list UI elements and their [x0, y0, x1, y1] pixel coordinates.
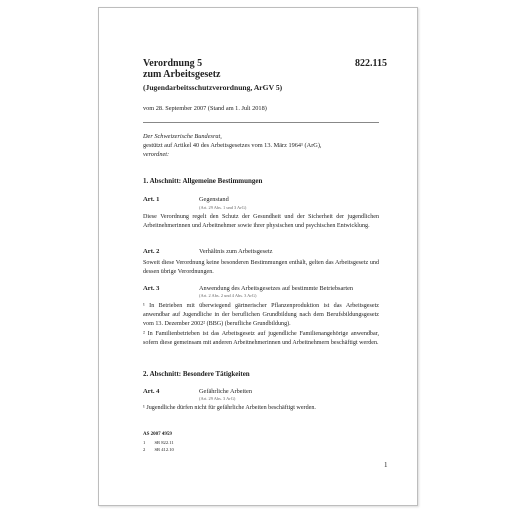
article-ref: (Art. 29 Abs. 1 und 3 ArG) [199, 205, 247, 210]
preamble-basis: gestützt auf Artikel 40 des Arbeitsgesetzes vom 13. März 1964¹ (ArG), [143, 142, 322, 149]
article-title: Gegenstand [199, 196, 229, 203]
footnote [143, 446, 174, 453]
section-heading: 2. Abschnitt: Besondere Tätigkeiten [143, 370, 250, 378]
article-ref: (Art. 29 Abs. 3 ArG) [199, 396, 236, 401]
article-number: Art. 1 [143, 196, 160, 203]
as-reference: AS 2007 4959 [143, 432, 172, 437]
article-number: Art. 3 [143, 285, 160, 292]
article-paragraph: Diese Verordnung regelt den Schutz der Gesundheit und der Sicherheit der jugendlichen Arbeitnehmerinnen und Arbeitnehmer sowie ihrer physischen und psychischen Entwicklung. [143, 214, 379, 229]
article-paragraph: Soweit diese Verordnung keine besonderen Bestimmungen enthält, gelten das Arbeitsgesetz und dessen übrige Verordnungen. [143, 260, 379, 275]
preamble-authority: Der Schweizerische Bundesrat, [143, 133, 222, 140]
article-title: Gefährliche Arbeiten [199, 388, 252, 395]
subtitle: (Jugendarbeitsschutzverordnung, ArGV 5) [143, 83, 283, 92]
sr-number: 822.115 [355, 58, 387, 69]
preamble-verb: verordnet: [143, 151, 170, 158]
footnote-text: SR 822.11 [154, 440, 174, 445]
header-divider [143, 122, 379, 123]
footnote-mark: 2 [143, 447, 146, 452]
article-title: Verhältnis zum Arbeitsgesetz [199, 248, 273, 255]
section-heading: 1. Abschnitt: Allgemeine Bestimmungen [143, 177, 263, 185]
title-line-2: zum Arbeitsgesetz [143, 69, 221, 80]
title-line-1: Verordnung 5 [143, 58, 203, 69]
date-line: vom 28. September 2007 (Stand am 1. Juli 2018) [143, 105, 267, 112]
footnote-text: SR 412.10 [154, 447, 174, 452]
document-page [98, 7, 418, 506]
footnote-mark: 1 [143, 440, 146, 445]
article-paragraph: ¹ Jugendliche dürfen nicht für gefährliche Arbeiten beschäftigt werden. [143, 405, 316, 411]
article-ref: (Art. 2 Abs. 2 und 4 Abs. 3 ArG) [199, 293, 257, 298]
article-number: Art. 4 [143, 388, 160, 395]
article-paragraph: ¹ In Betrieben mit überwiegend gärtnerischer Pflanzenproduktion ist das Arbeitsgesetz anwendbar auf Jugendliche in der beruflichen Grundbildung nach dem Berufsbildungsgesetz vom 13. Dezember 2002² (BBG) (berufliche Grundbildung). [143, 303, 379, 327]
page-number: 1 [384, 461, 388, 469]
footnote [143, 439, 174, 446]
article-paragraph: ² In Familienbetrieben ist das Arbeitsgesetz auf jugendliche Familienangehörige anwendbar, sofern diese gemeinsam mit anderen Arbeitnehmerinnen und Arbeitnehmern beschäftigt werden. [143, 331, 379, 346]
article-title: Anwendung des Arbeitsgesetzes auf bestimmte Betriebsarten [199, 285, 354, 292]
article-number: Art. 2 [143, 248, 160, 255]
